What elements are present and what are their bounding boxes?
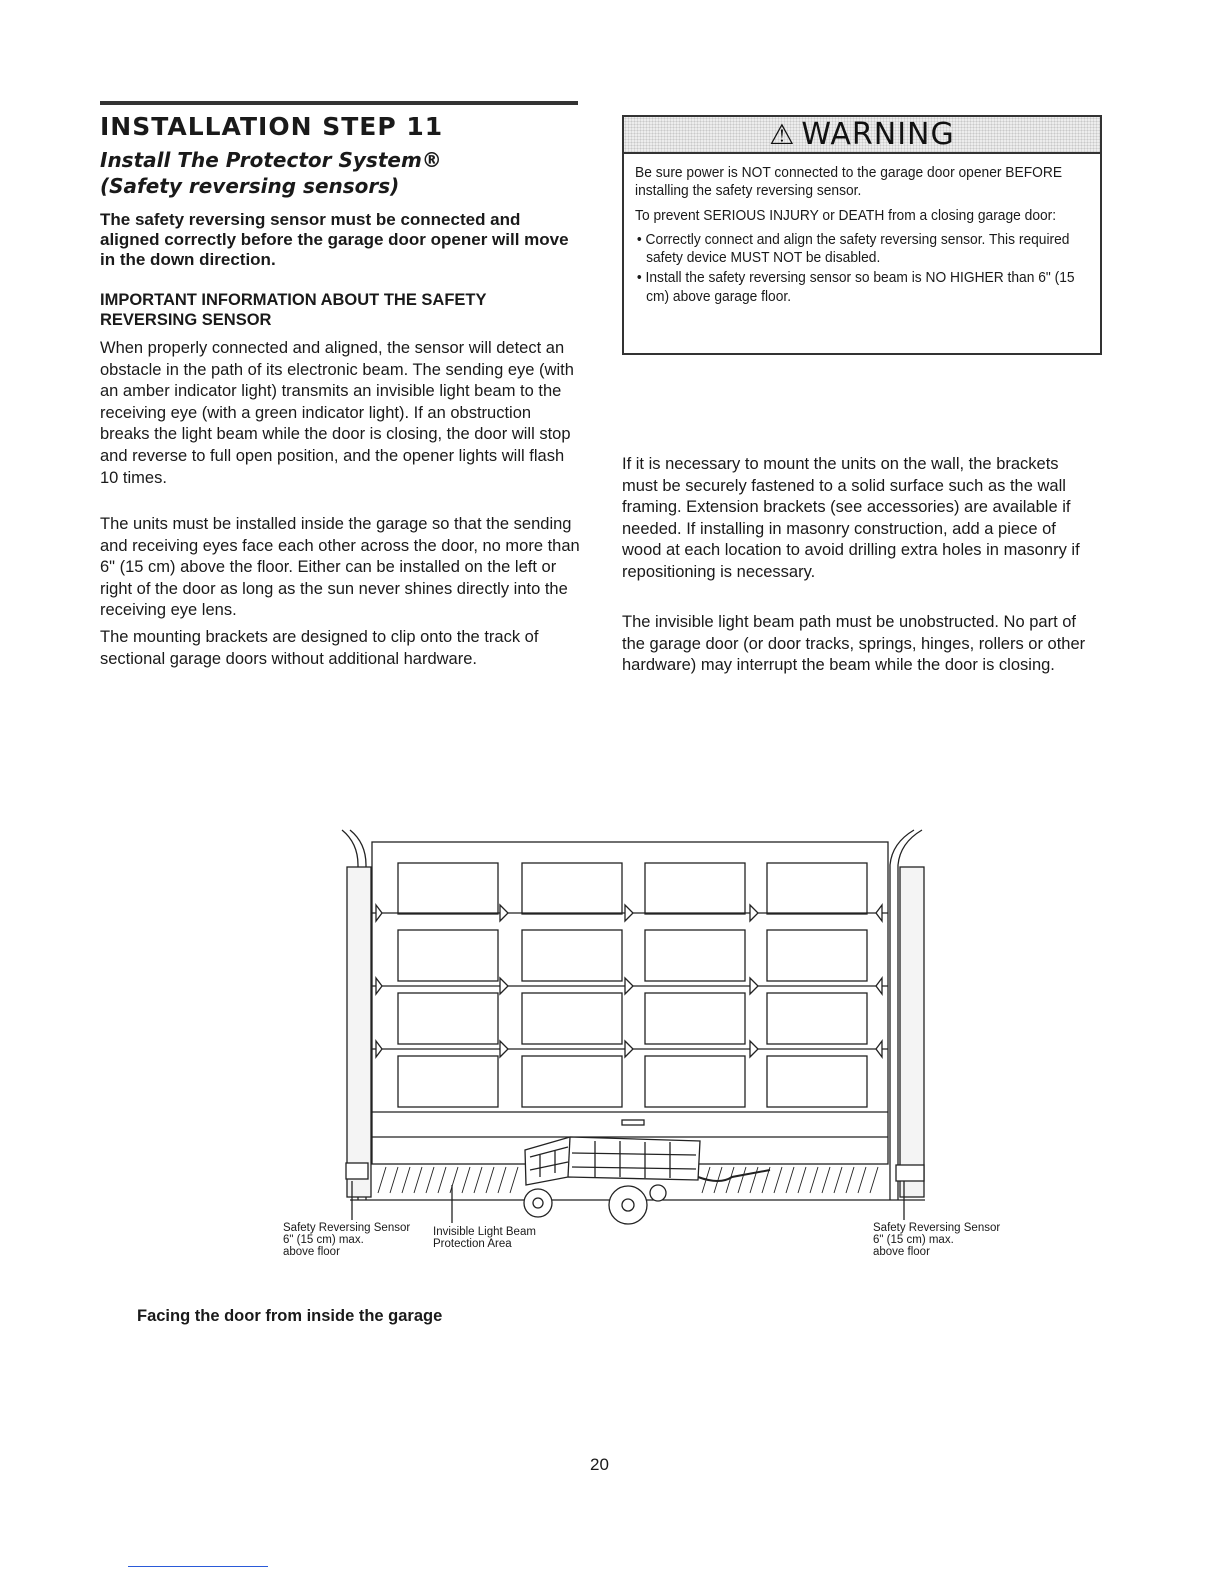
- body-paragraph: The units must be installed inside the garage so that the sending and receiving eyes face each other across the door, no more than 6" (15 cm) above the floor. Either can be installed on the left or right of the door as long as the sun never shines directly into the receiving eye lens.: [100, 515, 580, 620]
- footer-rule: [128, 1566, 268, 1567]
- body-paragraph: The mounting brackets are designed to clip onto the track of sectional garage doors without additional hardware.: [100, 628, 539, 668]
- door-handle: [622, 1120, 644, 1125]
- warning-bullet: • Install the safety reversing sensor so beam is NO HIGHER than 6" (15 cm) above garage floor.: [636, 269, 1075, 305]
- body-paragraph: The invisible light beam path must be unobstructed. No part of the garage door (or door tracks, springs, hinges, rollers or other hardware) may interrupt the beam while the door is closing.: [622, 613, 1086, 675]
- warning-title: WARNING: [801, 117, 955, 152]
- subtitle-line-1: Install The Protector System®: [100, 148, 442, 172]
- step-subtitle: [100, 147, 580, 199]
- body-paragraph: If it is necessary to mount the units on the wall, the brackets must be securely fastened to a solid surface such as the wall framing. Extension brackets (see accessories) are available if needed. If installing in masonry construction, add a piece of wood at each location to avoid drilling extra holes in masonry if repositioning is necessary.: [622, 455, 1080, 581]
- right-sensor-label: Safety Reversing Sensor 6" (15 cm) max. above floor: [873, 1222, 1001, 1258]
- section-rule: [100, 101, 578, 105]
- warning-box: [622, 115, 1102, 355]
- garage-door-diagram: [250, 825, 1030, 1285]
- figure-caption: Facing the door from inside the garage: [137, 1307, 443, 1325]
- warning-header: [624, 117, 1100, 154]
- subtitle-line-2: (Safety reversing sensors): [100, 174, 400, 198]
- wagon-obstacle: [524, 1137, 770, 1224]
- warning-bullet: • Correctly connect and align the safety reversing sensor. This required safety device MUST NOT be disabled.: [636, 230, 1070, 267]
- right-sensor: [896, 1165, 924, 1181]
- left-sensor-label: Safety Reversing Sensor 6" (15 cm) max. above floor: [283, 1222, 411, 1258]
- body-paragraph: When properly connected and aligned, the sensor will detect an obstacle in the path of its electronic beam. The sending eye (with an amber indicator light) transmits an invisible light beam to the receiving eye (with a green indicator light). If an obstruction breaks the light beam while the door is closing, the door will stop and reverse to full open position, and the opener lights will flash 10 times.: [100, 339, 574, 487]
- warning-triangle-icon: ⚠: [769, 118, 796, 151]
- important-heading: IMPORTANT INFORMATION ABOUT THE SAFETY REVERSING SENSOR: [100, 291, 487, 329]
- warning-body: [624, 154, 1100, 306]
- lead-paragraph: The safety reversing sensor must be connected and aligned correctly before the garage door opener will move in the down direction.: [100, 210, 569, 269]
- garage-door: [372, 842, 888, 1164]
- warning-text: Be sure power is NOT connected to the garage door opener BEFORE installing the safety reversing sensor.: [635, 164, 1063, 200]
- beam-area-label: Invisible Light Beam Protection Area: [433, 1226, 536, 1250]
- warning-text: To prevent SERIOUS INJURY or DEATH from a closing garage door:: [635, 206, 1057, 224]
- left-sensor: [346, 1163, 368, 1179]
- step-title: INSTALLATION STEP 11: [100, 112, 444, 141]
- page-number: 20: [590, 1455, 609, 1474]
